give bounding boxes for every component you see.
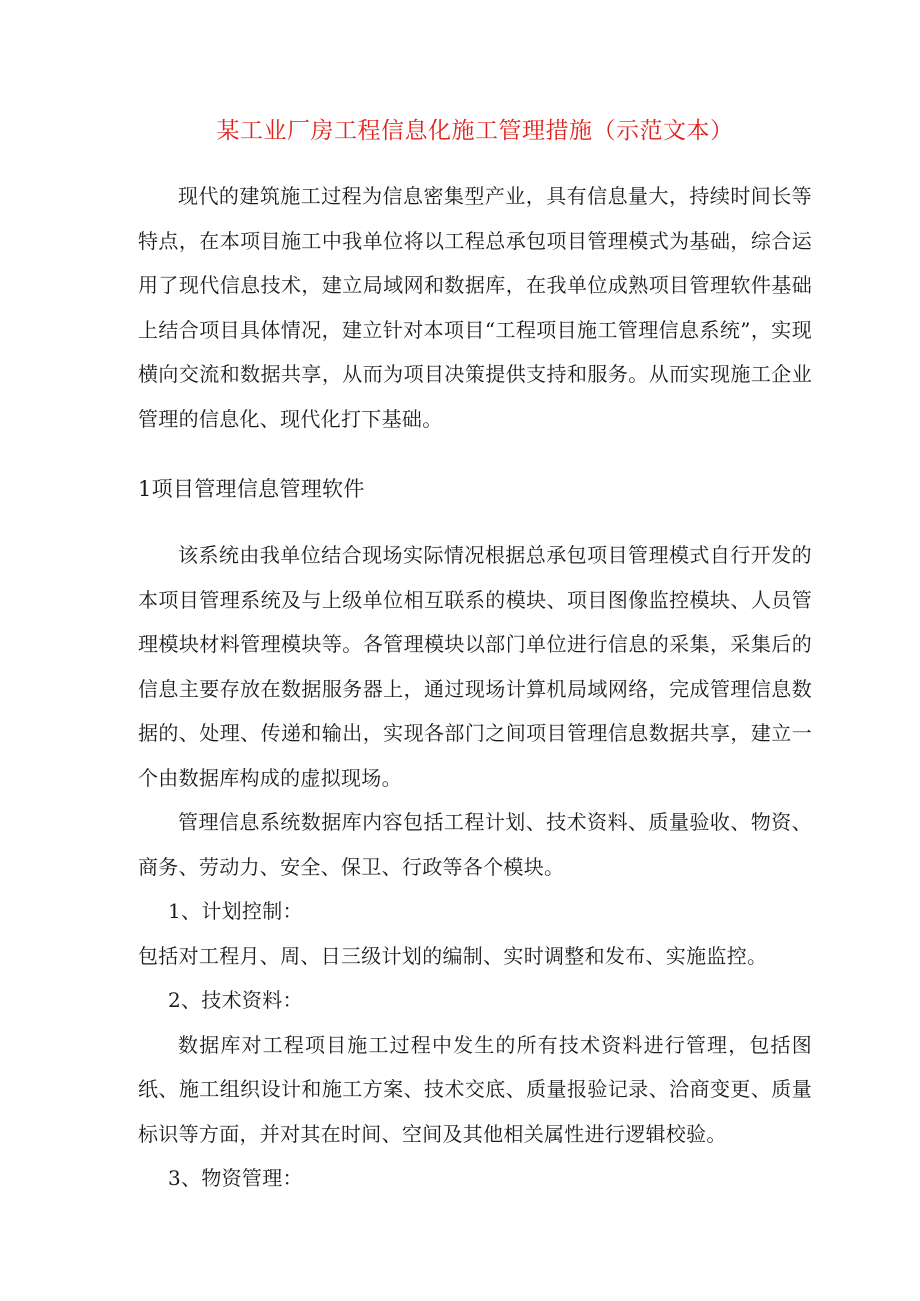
section-heading: 1项目管理信息管理软件 [138,477,365,501]
intro-paragraph: 现代的建筑施工过程为信息密集型产业，具有信息量大，持续时间长等特点，在本项目施工中我单位将以工程总承包项目管理模式为基础，综合运用了现代信息技术，建立局域网和数据库，在我单位成熟项目管理软件基础上结合项目具体情况，建立针对本项目“工程项目施工管理信息系统”，实现横向交流和数据共享，从而为项目决策提供支持和服务。从而实现施工企业管理的信息化、现代化打下基础。 [138,184,812,431]
item-text-plan-control: 包括对工程月、周、日三级计划的编制、实时调整和发布、实施监控。 [138,943,768,968]
section-paragraph-2: 管理信息系统数据库内容包括工程计划、技术资料、质量验收、物资、商务、劳动力、安全、保卫、行政等各个模块。 [138,810,812,879]
item-label-technical-docs: 2、技术资料： [168,988,303,1012]
document-title: 某工业厂房工程信息化施工管理措施（示范文本） [216,118,734,144]
item-text-technical-docs: 数据库对工程项目施工过程中发生的所有技术资料进行管理，包括图纸、施工组织设计和施工方案、技术交底、质量报验记录、洽商变更、质量标识等方面，并对其在时间、空间及其他相关属性进行逻辑校验。 [138,1032,812,1146]
section-paragraph-1: 该系统由我单位结合现场实际情况根据总承包项目管理模式自行开发的本项目管理系统及与上级单位相互联系的模块、项目图像监控模块、人员管理模块材料管理模块等。各管理模块以部门单位进行信息的采集，采集后的信息主要存放在数据服务器上，通过现场计算机局域网络，完成管理信息数据的、处理、传递和输出，实现各部门之间项目管理信息数据共享，建立一个由数据库构成的虚拟现场。 [138,543,812,790]
item-label-plan-control: 1、计划控制： [168,899,303,923]
item-label-materials: 3、物资管理： [168,1166,303,1190]
